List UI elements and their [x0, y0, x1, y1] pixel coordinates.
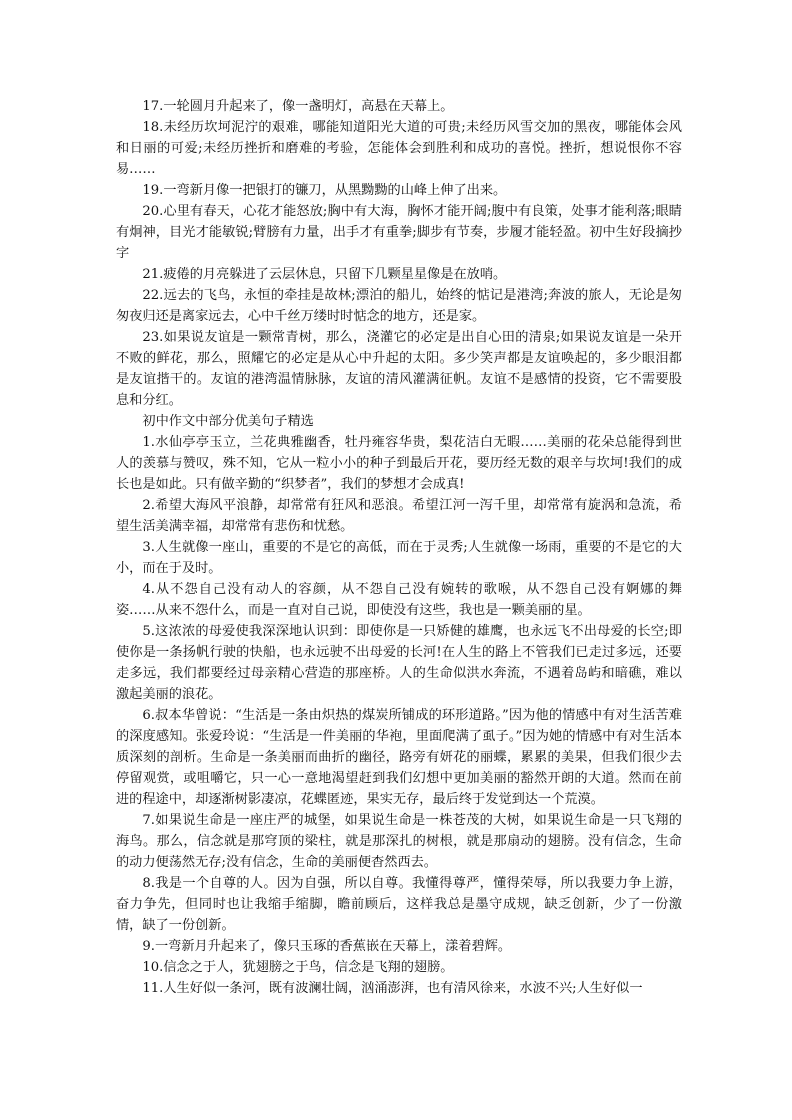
- section-heading: 初中作文中部分优美句子精选: [142, 414, 314, 429]
- section-paragraph-5: 5.这浓浓的母爱使我深深地认识到：即使你是一只矫健的雄鹰，也永远飞不出母爱的长空;即使你是一条扬帆行驶的快船，也永远驶不出母爱的长河!在人生的路上不管我们已走过多远，还要走多远，我们都要经过母亲精心营造的那座桥。人的生命似洪水奔流，不遇着岛屿和暗礁，难以激起美丽的浪花。: [116, 624, 682, 702]
- section-paragraph-8: 8.我是一个自尊的人。因为自强，所以自尊。我懂得尊严，懂得荣辱，所以我要力争上游，奋力争先，但同时也让我缩手缩脚，瞻前顾后，这样我总是墨守成规，缺乏创新，少了一份激情，缺了一份创新。: [116, 876, 682, 933]
- paragraph-18: 18.未经历坎坷泥泞的艰难，哪能知道阳光大道的可贵;未经历风雪交加的黑夜，哪能体会风和日丽的可爱;未经历挫折和磨难的考验，怎能体会到胜利和成功的喜悦。挫折，想说恨你不容易……: [116, 120, 682, 177]
- section-paragraph-3: 3.人生就像一座山，重要的不是它的高低，而在于灵秀;人生就像一场雨，重要的不是它的大小，而在于及时。: [116, 540, 682, 576]
- paragraph-21: 21.疲倦的月亮躲进了云层休息，只留下几颗星星像是在放哨。: [142, 267, 507, 282]
- paragraph-20: 20.心里有春天，心花才能怒放;胸中有大海，胸怀才能开阔;腹中有良策，处事才能利落;眼睛有炯神，目光才能敏锐;臂膀有力量，出手才有重拳;脚步有节奏，步履才能轻盈。初中生好段摘抄字: [116, 204, 682, 261]
- section-paragraph-4: 4.从不怨自己没有动人的容颜，从不怨自己没有婉转的歌喉，从不怨自己没有婀娜的舞姿……从来不怨什么，而是一直对自己说，即使没有这些，我也是一颗美丽的星。: [116, 582, 682, 618]
- section-paragraph-11: 11.人生好似一条河，既有波澜壮阔，汹涌澎湃，也有清风徐来，水波不兴;人生好似一: [142, 981, 643, 996]
- paragraph-23: 23.如果说友谊是一颗常青树，那么，浇灌它的必定是出自心田的清泉;如果说友谊是一朵开不败的鲜花，那么，照耀它的必定是从心中升起的太阳。多少笑声都是友谊唤起的，多少眼泪都是友谊揩干的。友谊的港湾温情脉脉，友谊的清风灌满征帆。友谊不是感情的投资，它不需要股息和分红。: [116, 330, 682, 408]
- section-paragraph-6: 6.叔本华曾说：“生活是一条由炽热的煤炭所铺成的环形道路。”因为他的情感中有对生活苦难的深度感知。张爱玲说：“生活是一件美丽的华袍，里面爬满了虱子。”因为她的情感中有对生活本质深刻的剖析。生命是一条美丽而曲折的幽径，路旁有妍花的丽蝶，累累的美果，但我们很少去停留观赏，或咀嚼它，只一心一意地渴望赶到我们幻想中更加美丽的豁然开朗的大道。然而在前进的程途中，却逐渐树影凄凉，花蝶匿迹，果实无存，最后终于发觉到达一个荒漠。: [116, 708, 682, 807]
- section-paragraph-7: 7.如果说生命是一座庄严的城堡，如果说生命是一株苍茂的大树，如果说生命是一只飞翔的海鸟。那么，信念就是那穹顶的梁柱，就是那深扎的树根，就是那扇动的翅膀。没有信念，生命的动力便荡然无存;没有信念，生命的美丽便杳然西去。: [116, 813, 682, 870]
- section-paragraph-9: 9.一弯新月升起来了，像只玉琢的香蕉嵌在天幕上，漾着碧辉。: [142, 939, 512, 954]
- paragraph-22: 22.远去的飞鸟，永恒的牵挂是故林;漂泊的船儿，始终的惦记是港湾;奔波的旅人，无论是匆匆夜归还是离家远去，心中千丝万缕时时惦念的地方，还是家。: [116, 288, 682, 324]
- document-page: [116, 96, 682, 999]
- paragraph-17: 17.一轮圆月升起来了，像一盏明灯，高悬在天幕上。: [142, 99, 454, 114]
- paragraph-19: 19.一弯新月像一把银打的镰刀，从黑黝黝的山峰上伸了出来。: [142, 183, 507, 198]
- section-paragraph-10: 10.信念之于人，犹翅膀之于鸟，信念是飞翔的翅膀。: [142, 960, 454, 975]
- section-paragraph-1: 1.水仙亭亭玉立，兰花典雅幽香，牡丹雍容华贵，梨花洁白无暇……美丽的花朵总能得到世人的羡慕与赞叹，殊不知，它从一粒小小的种子到最后开花，要历经无数的艰辛与坎坷!我们的成长也是如此。只有做辛勤的“织梦者”，我们的梦想才会成真!: [116, 435, 682, 492]
- section-paragraph-2: 2.希望大海风平浪静，却常常有狂风和恶浪。希望江河一泻千里，却常常有旋涡和急流，希望生活美满幸福，却常常有悲伤和忧愁。: [116, 498, 682, 534]
